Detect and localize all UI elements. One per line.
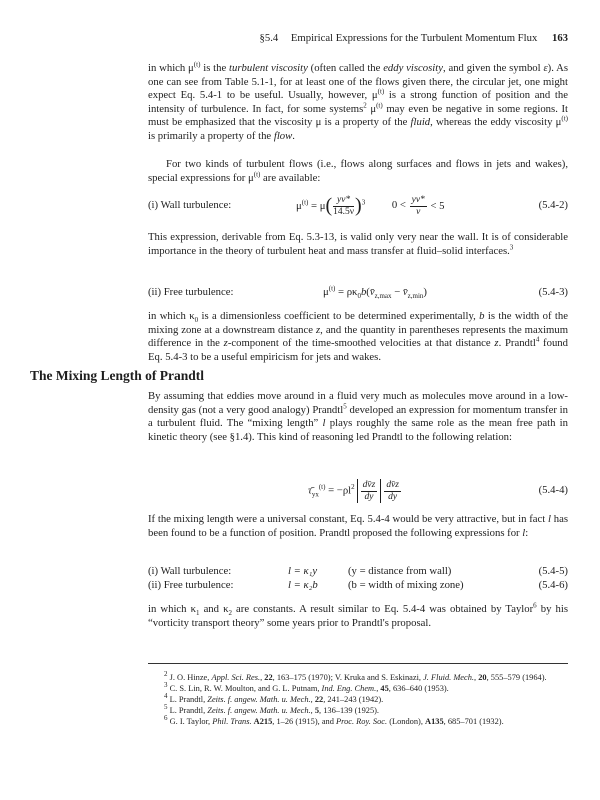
equation-5-4-4 (148, 474, 568, 508)
text-run: v̄ (402, 286, 408, 299)
condition-left: 0 < (391, 199, 406, 212)
eq-lhs-sup: (t) (318, 482, 326, 491)
text-run: ) (423, 286, 427, 299)
condition-right: < 5 (430, 199, 445, 212)
text-run: has been found to be a function of position. Prandtl proposed the following expressions for (148, 513, 568, 539)
text-run: μ (366, 102, 377, 115)
text-run: , 241–243 (1942). (323, 695, 384, 704)
equation-number: (5.4-6) (538, 579, 568, 592)
subscript: 0 (194, 316, 199, 325)
text-run: 45 (380, 684, 389, 693)
superscript: (t) (377, 87, 385, 96)
paragraph-universal-constant (148, 513, 568, 540)
superscript: (t) (376, 101, 383, 110)
text-run: , (310, 706, 315, 715)
text-run: turbulent viscosity (229, 62, 308, 74)
equation-number: (5.4-4) (538, 484, 568, 497)
text-run: fluid (410, 116, 431, 129)
equation-label: (ii) Free turbulence: (148, 579, 234, 592)
text-run: , 555–579 (1964). (486, 673, 547, 682)
text-run: L. Prandtl, (167, 706, 208, 715)
text-run: J. Fluid. Mech. (423, 673, 475, 682)
text-run: J. O. Hinze, (167, 673, 212, 682)
text-run: (often called the (307, 62, 384, 74)
text-run: C. S. Lin, R. W. Moulton, and G. L. Putnam, (167, 684, 322, 693)
text-run: For two kinds of turbulent flows (i.e., flows along surfaces and flows in jets and wakes), special expressions for μ (148, 158, 568, 184)
footnote-2 (148, 672, 568, 683)
paragraph-mixing-length (148, 390, 568, 444)
text-run: A215 (253, 717, 273, 726)
denominator: dy (388, 491, 398, 502)
text-run: is a strong function of position and the intensity of turbulence. In fact, for some systems (148, 89, 568, 115)
superscript: 2 (363, 101, 367, 110)
text-run: , 685–701 (1932). (443, 717, 504, 726)
page-number: 163 (551, 32, 568, 44)
text-run: − (391, 286, 403, 299)
text-run: l (322, 417, 326, 430)
text-run: ). As one can see from Table 5.1-1, for at least one of the flows given there, the circular jet, one might expect Eq. 5.4-1 to be useful. Usually, however, μ (148, 62, 568, 102)
denominator: 14.5ν (333, 206, 355, 217)
eq-rhs: = μ (308, 199, 326, 212)
text-run: z (316, 323, 321, 336)
text-run: G. I. Taylor, (167, 717, 213, 726)
superscript: 3 (509, 243, 514, 252)
text-run: in which κ (148, 310, 195, 322)
text-run: = ρκ (335, 286, 358, 299)
equation-body: l = κ₂b (288, 579, 318, 592)
text-run: Appl. Sci. Res. (211, 673, 261, 682)
text-run: 22 (264, 673, 273, 682)
equation-body (308, 479, 402, 503)
text-run: By assuming that eddies move around in a fluid very much as molecules move around in a low-density gas (not a very good analogy) Prandtl (148, 390, 568, 416)
text-run: z (494, 337, 499, 350)
equation-body: l = κ₁y (288, 565, 318, 578)
text-run: Zeits. f. angew. Math. u. Mech. (207, 695, 311, 704)
superscript: (t) (193, 60, 201, 69)
fraction (333, 195, 354, 218)
text-run: plays roughly the same role as the mean free path in kinetic theory (see §1.4). This kind of reasoning led Prandtl to the following relation: (148, 417, 568, 443)
numerator: yv* (411, 194, 425, 205)
subscript: z,max (374, 292, 392, 301)
superscript: 5 (343, 402, 347, 411)
text-run: b (360, 286, 367, 299)
numerator: yv* (333, 195, 354, 207)
superscript: (t) (561, 114, 568, 123)
subscript: z,min (407, 292, 424, 301)
header-title: Empirical Expressions for the Turbulent Momentum Flux (290, 32, 538, 44)
eq-rhs: = −ρl (325, 484, 352, 497)
text-run: 22 (314, 695, 324, 704)
text-run: L. Prandtl, (167, 695, 208, 704)
superscript: 4 (164, 692, 168, 701)
text-run: b (479, 310, 485, 322)
text-run: Phil. Trans. (212, 717, 252, 726)
superscript: (t) (328, 284, 336, 293)
text-run: . Prandtl (498, 337, 536, 350)
footnote-5 (148, 705, 568, 716)
text-run: 5 (314, 706, 320, 715)
equation-number: (5.4-2) (538, 199, 568, 212)
text-run: flow (273, 129, 293, 142)
text-run: ε (543, 62, 548, 74)
text-run: Ind. Eng. Chem. (321, 684, 377, 693)
text-run: , and the quantity in parentheses represents the maximum difference in the (148, 323, 569, 350)
section-heading: The Mixing Length of Prandtl (30, 368, 205, 383)
denominator: ν (416, 206, 421, 217)
paragraph-kappa0 (148, 310, 568, 364)
text-run: Proc. Roy. Soc. (336, 717, 388, 726)
text-run: Zeits. f. angew. Math. u. Mech. (207, 706, 311, 715)
text-run: , whereas the eddy viscosity μ (430, 116, 562, 129)
text-run: , (474, 673, 479, 682)
text-run: -component of the time-smoothed velocities at that distance (227, 337, 495, 350)
text-run: , (310, 695, 315, 704)
eq-lhs-sub: yx (311, 490, 319, 499)
footnote-6 (148, 716, 568, 727)
section-number: §5.4 (259, 32, 279, 44)
equation-5-4-6 (148, 574, 568, 598)
text-run: , (260, 673, 265, 682)
text-run: , 1–26 (1915), and (272, 717, 337, 726)
text-run: is the width of the mixing zone at a downstream distance (148, 310, 568, 336)
superscript: 4 (535, 335, 540, 344)
equation-5-4-3 (148, 278, 568, 308)
eq-lhs: τ̄ (308, 484, 312, 497)
text-run: by his “vorticity transport theory” some years prior to Prandtl's proposal. (148, 603, 568, 629)
subscript: 1 (195, 609, 200, 618)
superscript: 6 (533, 601, 537, 610)
text-run: z (223, 337, 228, 350)
text-run: , 136–139 (1925). (319, 706, 380, 715)
equation-body (323, 286, 427, 300)
paragraph-two-kinds (148, 158, 568, 185)
text-run: , 163–175 (1970); V. Kruka and S. Eskinazi, (272, 673, 424, 682)
text-run: eddy viscosity (383, 62, 443, 74)
eq-lhs-sup: (t) (301, 197, 309, 206)
superscript: (t) (253, 170, 261, 179)
condition-fraction (410, 195, 427, 218)
exponent: 3 (361, 197, 366, 206)
fraction (384, 480, 401, 503)
superscript: 5 (164, 703, 168, 712)
text-run: , and given the symbol (442, 62, 544, 74)
denominator: dy (364, 491, 374, 502)
text-run: 20 (478, 673, 487, 682)
text-run: This expression, derivable from Eq. 5.3-13, is valid only very near the wall. It is of considerable importance in the theory of turbulent heat and mass transfer at fluid–solid interfaces. (148, 231, 568, 257)
text-run: If the mixing length were a universal constant, Eq. 5.4-4 would be very attractive, but in fact (148, 513, 548, 525)
equation-5-4-2 (148, 191, 568, 221)
text-run: and κ (199, 603, 229, 615)
text-run: μ (323, 286, 329, 299)
footnote-3 (148, 683, 568, 694)
text-run: , (376, 684, 381, 693)
superscript: 3 (164, 681, 168, 690)
text-run: are constants. A result similar to Eq. 5.4-4 was obtained by Taylor (231, 603, 534, 615)
text-run: in which μ (148, 62, 194, 74)
equation-note: (y = distance from wall) (348, 565, 452, 578)
equation-label: (ii) Free turbulence: (148, 286, 234, 299)
text-run: found Eq. 5.4-3 to be a useful empiricism for jets and wakes. (148, 337, 568, 363)
equation-body: $\mu^{(t)} = \mu$( $\frac{yv*}{14.5\nu}$ )$^3$ 0 < $\frac{yv*}{\nu}$ < 5 (296, 194, 445, 217)
footnote-4 (148, 694, 568, 705)
text-run: l (522, 526, 526, 539)
subscript: 0 (357, 292, 361, 301)
running-header (148, 32, 568, 46)
text-run: . (292, 129, 295, 142)
text-run: is a dimensionless coefficient to be determined experimentally, (198, 310, 480, 322)
equation-label: (i) Wall turbulence: (148, 199, 232, 212)
paragraph-constants (148, 603, 568, 630)
text-run: : (525, 526, 529, 539)
text-run: developed an expression for momentum transfer in a turbulent fluid. The “mixing length” (148, 403, 568, 430)
footnotes (148, 672, 568, 727)
text-run: is the (200, 62, 230, 74)
footnote-divider (148, 663, 568, 664)
text-run: (London), (387, 717, 426, 726)
text-run: A135 (425, 717, 444, 726)
equation-note: (b = width of mixing zone) (348, 579, 464, 592)
text-run: , 636–640 (1953). (388, 684, 449, 693)
text-run: are available: (260, 171, 321, 184)
eq-lhs: μ (296, 199, 302, 212)
text-run: l (548, 513, 551, 525)
text-run: in which κ (148, 603, 196, 615)
paragraph-turbulent-viscosity (148, 62, 568, 144)
numerator: dv̄z (386, 479, 399, 490)
exponent: 2 (351, 482, 355, 491)
numerator: dv̄z (362, 479, 376, 490)
subscript: 2 (228, 609, 232, 618)
text-run: may even be negative in some regions. It must be emphasized that the viscosity μ is a property of the (148, 102, 569, 129)
superscript: 2 (164, 670, 168, 679)
equation-label: (i) Wall turbulence: (148, 565, 232, 578)
paragraph-wall-expression (148, 231, 568, 258)
equation-number: (5.4-5) (538, 565, 568, 578)
text-run: ( (366, 286, 370, 299)
fraction (361, 480, 378, 503)
equation-number: (5.4-3) (538, 286, 568, 299)
text-run: v̄ (369, 286, 375, 299)
text-run: is primarily a property of the (148, 129, 274, 142)
superscript: 6 (164, 714, 168, 723)
